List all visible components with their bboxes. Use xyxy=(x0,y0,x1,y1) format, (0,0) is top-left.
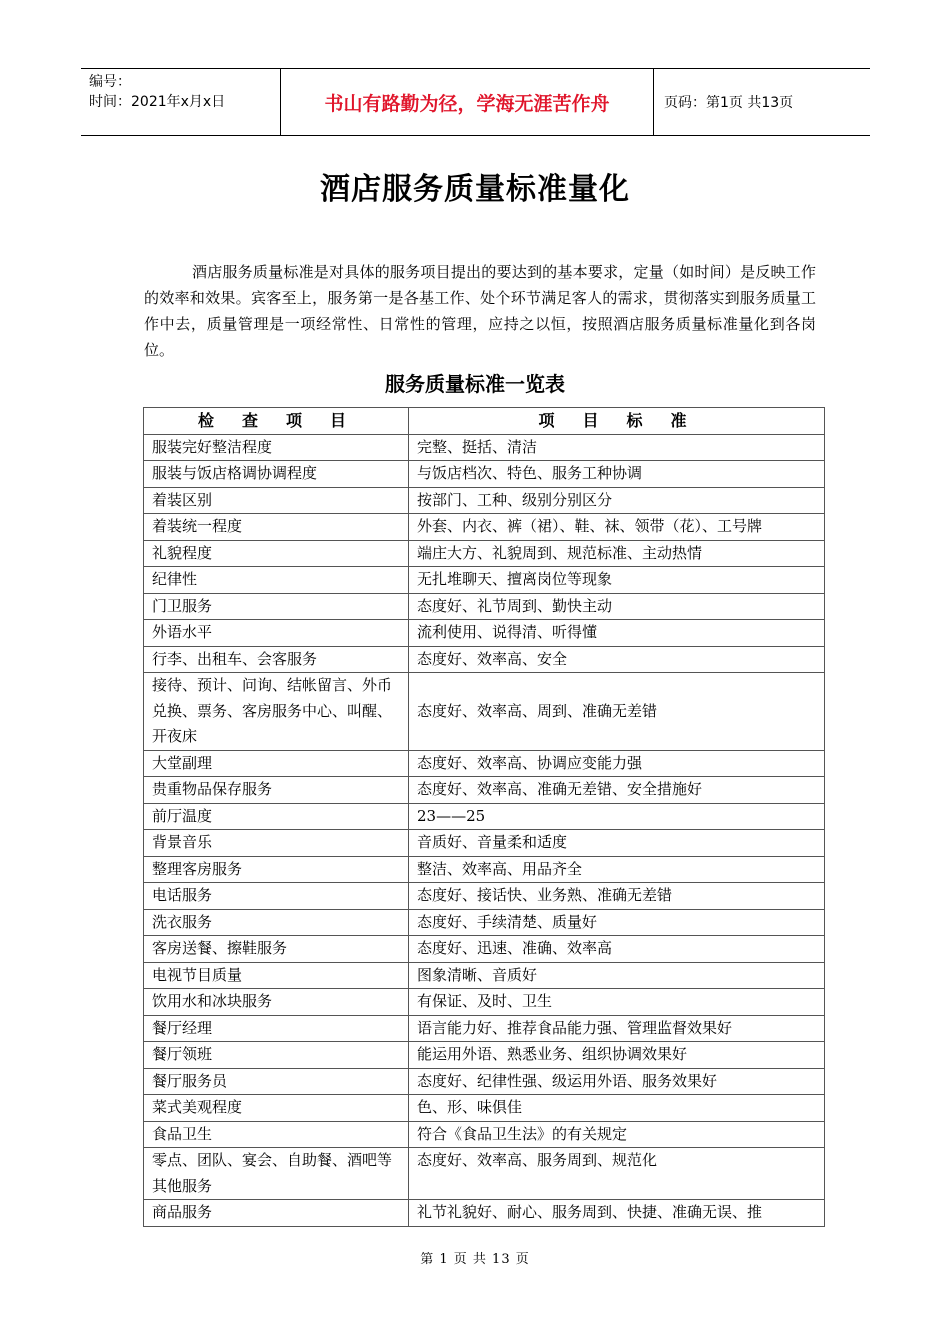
standard-cell: 态度好、迅速、准确、效率高 xyxy=(409,936,825,963)
table-row xyxy=(144,1068,825,1095)
check-item-cell: 菜式美观程度 xyxy=(144,1095,409,1122)
table-row xyxy=(144,593,825,620)
table-row xyxy=(144,1095,825,1122)
standard-cell: 色、形、味俱佳 xyxy=(409,1095,825,1122)
standard-cell: 态度好、效率高、服务周到、规范化 xyxy=(409,1148,825,1200)
table-row xyxy=(144,487,825,514)
table-row xyxy=(144,830,825,857)
check-item-cell: 服装完好整洁程度 xyxy=(144,434,409,461)
check-item-cell: 贵重物品保存服务 xyxy=(144,777,409,804)
table-row xyxy=(144,909,825,936)
standard-cell: 有保证、及时、卫生 xyxy=(409,989,825,1016)
standard-cell: 态度好、效率高、准确无差错、安全措施好 xyxy=(409,777,825,804)
check-item-cell: 电视节目质量 xyxy=(144,962,409,989)
standard-cell: 整洁、效率高、用品齐全 xyxy=(409,856,825,883)
document-time: 时间：2021年x月x日 xyxy=(89,94,226,110)
check-item-cell: 餐厅经理 xyxy=(144,1015,409,1042)
standard-cell: 态度好、接话快、业务熟、准确无差错 xyxy=(409,883,825,910)
standard-cell: 能运用外语、熟悉业务、组织协调效果好 xyxy=(409,1042,825,1069)
table-row xyxy=(144,883,825,910)
standard-cell: 外套、内衣、裤（裙）、鞋、袜、领带（花）、工号牌 xyxy=(409,514,825,541)
header-item-standard: 项目标准 xyxy=(409,408,825,435)
table-row xyxy=(144,540,825,567)
table-row xyxy=(144,514,825,541)
standard-cell: 态度好、效率高、协调应变能力强 xyxy=(409,750,825,777)
check-item-cell: 外语水平 xyxy=(144,620,409,647)
table-row xyxy=(144,646,825,673)
check-item-cell: 礼貌程度 xyxy=(144,540,409,567)
check-item-cell: 饮用水和冰块服务 xyxy=(144,989,409,1016)
standard-cell: 端庄大方、礼貌周到、规范标准、主动热情 xyxy=(409,540,825,567)
header-meta xyxy=(81,69,281,135)
table-row xyxy=(144,777,825,804)
check-item-cell: 服装与饭店格调协调程度 xyxy=(144,461,409,488)
check-item-cell: 接待、预计、问询、结帐留言、外币兑换、票务、客房服务中心、叫醒、开夜床 xyxy=(144,673,409,751)
check-item-cell: 背景音乐 xyxy=(144,830,409,857)
table-row xyxy=(144,434,825,461)
standard-cell: 流利使用、说得清、听得懂 xyxy=(409,620,825,647)
check-item-cell: 纪律性 xyxy=(144,567,409,594)
check-item-cell: 洗衣服务 xyxy=(144,909,409,936)
header-motto: 书山有路勤为径，学海无涯苦作舟 xyxy=(281,69,654,135)
table-row xyxy=(144,1121,825,1148)
check-item-cell: 食品卫生 xyxy=(144,1121,409,1148)
table-row xyxy=(144,567,825,594)
table-row xyxy=(144,1015,825,1042)
table-row xyxy=(144,461,825,488)
check-item-cell: 着装统一程度 xyxy=(144,514,409,541)
standard-cell: 与饭店档次、特色、服务工种协调 xyxy=(409,461,825,488)
standard-cell: 无扎堆聊天、擅离岗位等现象 xyxy=(409,567,825,594)
table-row xyxy=(144,962,825,989)
table-title: 服务质量标准一览表 xyxy=(385,372,565,396)
header-check-item: 检查项目 xyxy=(144,408,409,435)
table-row xyxy=(144,989,825,1016)
standard-cell: 按部门、工种、级别分别区分 xyxy=(409,487,825,514)
table-header-row xyxy=(144,408,825,435)
check-item-cell: 餐厅领班 xyxy=(144,1042,409,1069)
standards-table xyxy=(143,407,825,1227)
intro-paragraph: 酒店服务质量标准是对具体的服务项目提出的要达到的基本要求，定量（如时间）是反映工作的效率和效果。宾客至上，服务第一是各基工作、处个环节满足客人的需求，贯彻落实到服务质量工作中去，质量管理是一项经常性、日常性的管理，应持之以恒，按照酒店服务质量标准量化到各岗位。 xyxy=(144,263,816,359)
standard-cell: 态度好、效率高、安全 xyxy=(409,646,825,673)
standard-cell: 态度好、效率高、周到、准确无差错 xyxy=(409,673,825,751)
header-page-info: 页码：第1页 共13页 xyxy=(664,95,794,111)
standard-cell: 完整、挺括、清洁 xyxy=(409,434,825,461)
table-row xyxy=(144,620,825,647)
check-item-cell: 门卫服务 xyxy=(144,593,409,620)
page-header xyxy=(81,68,870,136)
table-row xyxy=(144,1042,825,1069)
table-row xyxy=(144,936,825,963)
check-item-cell: 餐厅服务员 xyxy=(144,1068,409,1095)
table-row xyxy=(144,1148,825,1200)
check-item-cell: 客房送餐、擦鞋服务 xyxy=(144,936,409,963)
check-item-cell: 前厅温度 xyxy=(144,803,409,830)
check-item-cell: 整理客房服务 xyxy=(144,856,409,883)
standard-cell: 图象清晰、音质好 xyxy=(409,962,825,989)
standard-cell: 语言能力好、推荐食品能力强、管理监督效果好 xyxy=(409,1015,825,1042)
standard-cell: 符合《食品卫生法》的有关规定 xyxy=(409,1121,825,1148)
document-title: 酒店服务质量标准量化 xyxy=(320,172,630,207)
table-row xyxy=(144,750,825,777)
standard-cell: 音质好、音量柔和适度 xyxy=(409,830,825,857)
check-item-cell: 大堂副理 xyxy=(144,750,409,777)
page-footer: 第 1 页 共 13 页 xyxy=(420,1252,530,1267)
check-item-cell: 零点、团队、宴会、自助餐、酒吧等其他服务 xyxy=(144,1148,409,1200)
document-number: 编号： xyxy=(89,74,131,90)
standard-cell: 态度好、礼节周到、勤快主动 xyxy=(409,593,825,620)
check-item-cell: 行李、出租车、会客服务 xyxy=(144,646,409,673)
check-item-cell: 电话服务 xyxy=(144,883,409,910)
standard-cell: 态度好、手续清楚、质量好 xyxy=(409,909,825,936)
check-item-cell: 商品服务 xyxy=(144,1200,409,1227)
standard-cell: 23——25 xyxy=(409,803,825,830)
standard-cell: 礼节礼貌好、耐心、服务周到、快捷、准确无误、推 xyxy=(409,1200,825,1227)
table-row xyxy=(144,856,825,883)
table-body xyxy=(144,434,825,1226)
table-row xyxy=(144,673,825,751)
check-item-cell: 着装区别 xyxy=(144,487,409,514)
table-row xyxy=(144,803,825,830)
table-row xyxy=(144,1200,825,1227)
standard-cell: 态度好、纪律性强、级运用外语、服务效果好 xyxy=(409,1068,825,1095)
